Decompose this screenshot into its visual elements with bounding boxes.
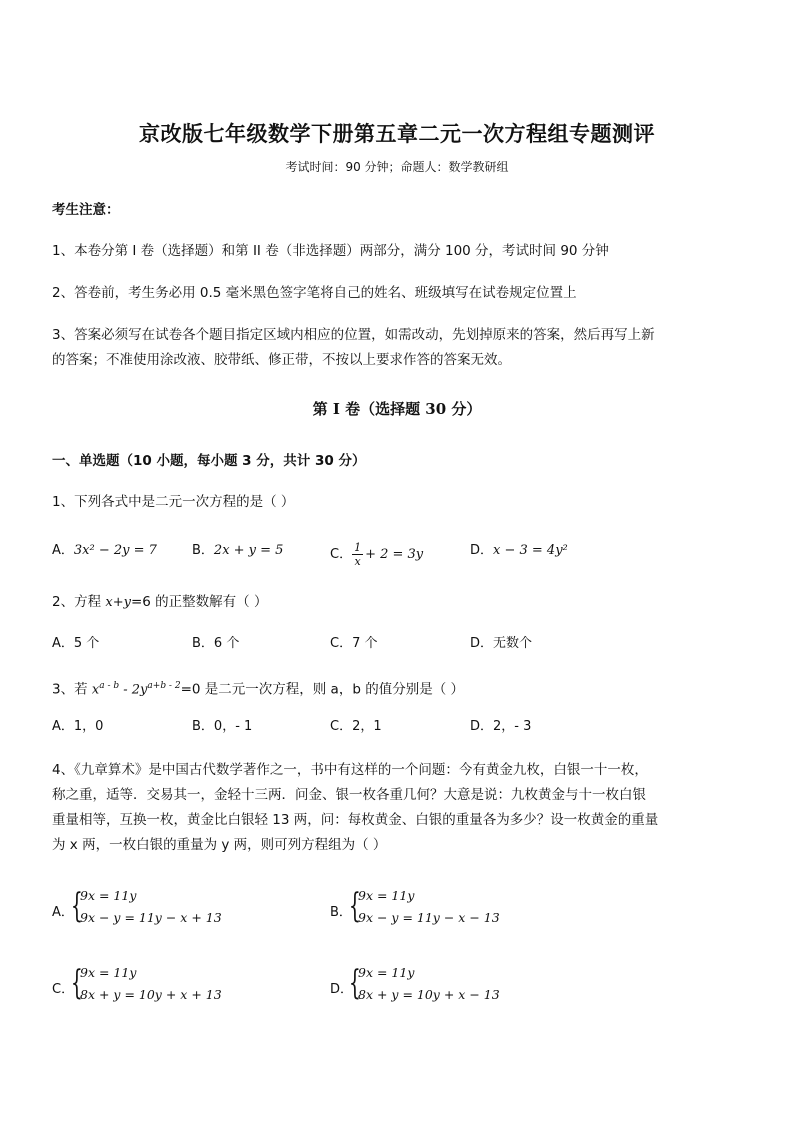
- notice-item-3: 3、答案必须写在试卷各个题目指定区域内相应的位置，如需改动，先划掉原来的答案，然后再写上新: [52, 327, 655, 343]
- question-1-option-d[interactable]: D．x − 3 = 4y²: [470, 543, 568, 558]
- question-2-stem: 2、方程 x+y=6 的正整数解有（ ）: [52, 594, 268, 610]
- notice-item-3-cont: 的答案；不准使用涂改液、胶带纸、修正带，不按以上要求作答的答案无效。: [52, 352, 511, 368]
- question-4-stem-line-4: 为 x 两，一枚白银的重量为 y 两，则可列方程组为（ ）: [52, 837, 387, 853]
- document-title: 京改版七年级数学下册第五章二元一次方程组专题测评: [139, 121, 655, 146]
- question-1-stem: 1、下列各式中是二元一次方程的是（ ）: [52, 494, 295, 510]
- notice-item-2: 2、答卷前，考生务必用 0.5 毫米黑色签字笔将自己的姓名、班级填写在试卷规定位置上: [52, 285, 577, 301]
- question-3-option-c[interactable]: C．2，1: [330, 719, 382, 734]
- question-4-stem-line-1: 4、《九章算术》是中国古代数学著作之一，书中有这样的一个问题：今有黄金九枚，白银一十一枚，: [52, 762, 648, 778]
- question-2-option-b[interactable]: B．6 个: [192, 636, 240, 651]
- question-3-option-a[interactable]: A．1，0: [52, 719, 104, 734]
- notice-heading: 考生注意：: [52, 202, 120, 218]
- question-4-option-c[interactable]: C． { 9x = 11y 8x + y = 10y + x + 13: [52, 963, 222, 1003]
- question-2-option-d[interactable]: D．无数个: [470, 636, 533, 651]
- question-2-option-a[interactable]: A．5 个: [52, 636, 100, 651]
- left-brace-icon: {: [348, 886, 361, 926]
- question-4-stem-line-3: 重量相等，互换一枚，黄金比白银轻 13 两，问：每枚黄金、白银的重量各为多少？设一枚黄金的重量: [52, 812, 659, 828]
- question-1-option-c[interactable]: C． $\frac{1}{x}$ + 2 = 3y: [330, 541, 424, 568]
- part-heading: 一、单选题（10 小题，每小题 3 分，共计 30 分）: [52, 453, 366, 469]
- left-brace-icon: {: [70, 963, 83, 1003]
- question-4-stem-line-2: 称之重，适等．交易其一，金轻十三两．问金、银一枚各重几何？大意是说：九枚黄金与十一枚白银: [52, 787, 646, 803]
- notice-item-1: 1、本卷分第 I 卷（选择题）和第 II 卷（非选择题）两部分，满分 100 分，考试时间 90 分钟: [52, 243, 609, 259]
- fraction: $\frac{1}{x}$: [354, 541, 362, 568]
- question-4-option-a[interactable]: A． { 9x = 11y 9x − y = 11y − x + 13: [52, 886, 222, 926]
- question-1-option-b[interactable]: B．2x + y = 5: [192, 543, 284, 558]
- section-title: 第 I 卷（选择题 30 分）: [312, 400, 482, 418]
- left-brace-icon: {: [348, 963, 361, 1003]
- question-3-stem: 3、若 $x^{a - b} - 2y^{a+b - 2}=0$ 是二元一次方程，则 a，b 的值分别是（ ）: [52, 681, 464, 698]
- left-brace-icon: {: [70, 886, 83, 926]
- question-3-option-d[interactable]: D．2，- 3: [470, 719, 532, 734]
- question-4-option-d[interactable]: D． { 9x = 11y 8x + y = 10y + x − 13: [330, 963, 500, 1003]
- question-2-option-c[interactable]: C．7 个: [330, 636, 378, 651]
- question-1-option-a[interactable]: A．3x² − 2y = 7: [52, 543, 157, 558]
- question-3-option-b[interactable]: B．0，- 1: [192, 719, 253, 734]
- question-4-option-b[interactable]: B． { 9x = 11y 9x − y = 11y − x − 13: [330, 886, 500, 926]
- document-subtitle: 考试时间：90 分钟；命题人：数学教研组: [285, 160, 509, 174]
